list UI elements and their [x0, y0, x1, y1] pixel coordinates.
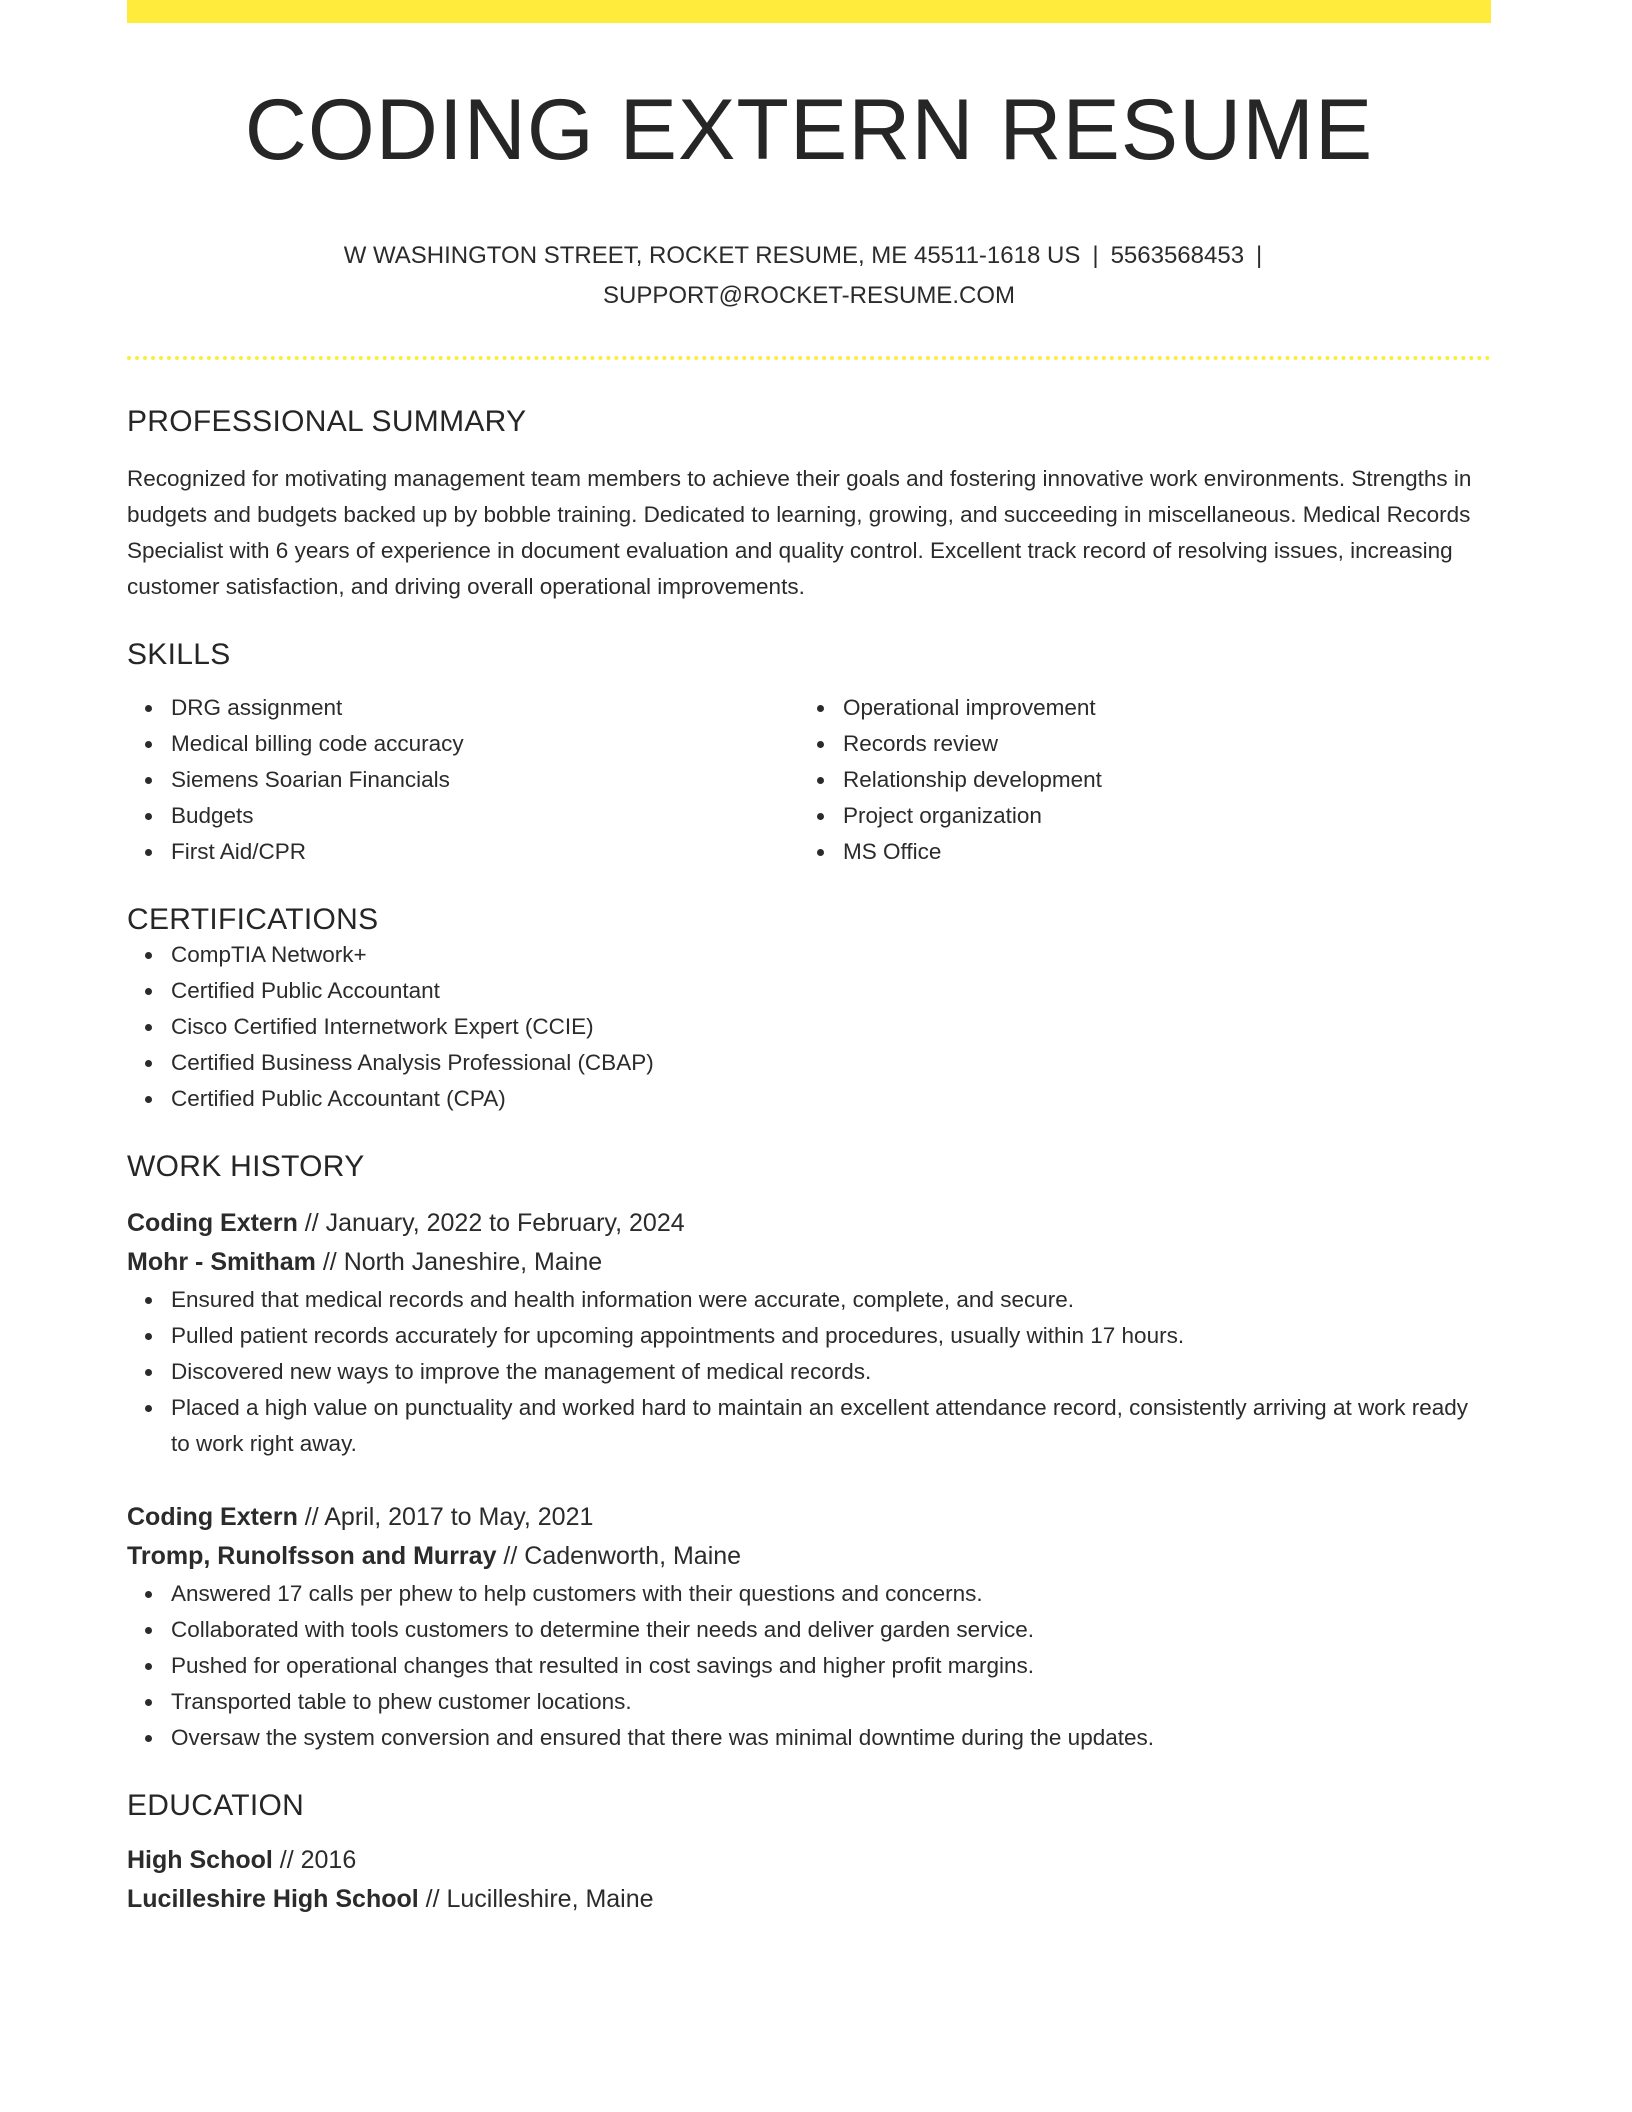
skill-item: Medical billing code accuracy	[171, 726, 799, 762]
education-heading: EDUCATION	[127, 1788, 305, 1822]
header-divider	[127, 356, 1491, 360]
education-location: // Lucilleshire, Maine	[418, 1884, 654, 1913]
job-location: // North Janeshire, Maine	[315, 1247, 603, 1276]
job-location: // Cadenworth, Maine	[496, 1541, 742, 1570]
skill-item: Records review	[843, 726, 1471, 762]
education-degree: High School	[127, 1845, 273, 1874]
job-entry	[127, 1498, 1491, 1756]
contact-separator: |	[1092, 241, 1099, 269]
education-year: // 2016	[272, 1845, 357, 1874]
skills-heading: SKILLS	[127, 637, 231, 671]
certification-item: Certified Public Accountant	[171, 973, 1491, 1009]
education-entry	[127, 1841, 1491, 1919]
job-duty-item: Collaborated with tools customers to determine their needs and deliver garden service.	[171, 1612, 1491, 1648]
job-duties-list	[127, 1282, 1491, 1462]
job-title-line	[127, 1498, 1491, 1537]
certification-item: Certified Public Accountant (CPA)	[171, 1081, 1491, 1117]
accent-bar	[127, 0, 1491, 23]
education-degree-line	[127, 1841, 1491, 1880]
education-school: Lucilleshire High School	[127, 1884, 419, 1913]
job-duty-item: Discovered new ways to improve the management of medical records.	[171, 1354, 1491, 1390]
job-dates: // April, 2017 to May, 2021	[297, 1502, 594, 1531]
email: SUPPORT@ROCKET-RESUME.COM	[603, 281, 1015, 309]
job-duty-item: Transported table to phew customer locations.	[171, 1684, 1491, 1720]
work-history-heading: WORK HISTORY	[127, 1149, 365, 1183]
job-company: Tromp, Runolfsson and Murray	[127, 1541, 497, 1570]
summary-heading: PROFESSIONAL SUMMARY	[127, 404, 527, 438]
skill-item: Budgets	[171, 798, 799, 834]
skill-item: Project organization	[843, 798, 1471, 834]
skills-column-left	[127, 690, 799, 870]
skill-item: First Aid/CPR	[171, 834, 799, 870]
contact-separator: |	[1256, 241, 1263, 269]
job-duty-item: Ensured that medical records and health information were accurate, complete, and secure.	[171, 1282, 1491, 1318]
certification-item: CompTIA Network+	[171, 937, 1491, 973]
job-duty-item: Pulled patient records accurately for upcoming appointments and procedures, usually within 17 hours.	[171, 1318, 1491, 1354]
job-duty-item: Placed a high value on punctuality and worked hard to maintain an excellent attendance record, consistently arriving at work ready to work right away.	[171, 1390, 1491, 1462]
job-entry	[127, 1204, 1491, 1462]
skills-list-left	[127, 690, 799, 870]
resume-page	[127, 0, 1491, 1919]
job-company: Mohr - Smitham	[127, 1247, 316, 1276]
job-duty-item: Answered 17 calls per phew to help customers with their questions and concerns.	[171, 1576, 1491, 1612]
resume-name: CODING EXTERN RESUME	[244, 82, 1374, 178]
certification-item: Cisco Certified Internetwork Expert (CCIE)	[171, 1009, 1491, 1045]
contact-info	[127, 236, 1491, 316]
job-company-line	[127, 1537, 1491, 1576]
job-duties-list	[127, 1576, 1491, 1756]
certification-item: Certified Business Analysis Professional (CBAP)	[171, 1045, 1491, 1081]
job-title-line	[127, 1204, 1491, 1243]
skill-item: Operational improvement	[843, 690, 1471, 726]
skills-column-right	[799, 690, 1471, 870]
skills-grid	[127, 690, 1491, 870]
skills-list-right	[799, 690, 1471, 870]
education-school-line	[127, 1880, 1491, 1919]
phone: 5563568453	[1110, 241, 1245, 269]
summary-text: Recognized for motivating management team members to achieve their goals and fostering innovative work environments. Strengths in budgets and budgets backed up by bobble training. Dedicated to learning, growing, and succeeding in miscellaneous. Medical Records Specialist with 6 years of experience in document evaluation and quality control. Excellent track record of resolving issues, increasing customer satisfaction, and driving overall operational improvements.	[127, 465, 1472, 599]
job-duty-item: Oversaw the system conversion and ensured that there was minimal downtime during the updates.	[171, 1720, 1491, 1756]
skill-item: DRG assignment	[171, 690, 799, 726]
job-role: Coding Extern	[127, 1502, 298, 1531]
job-dates: // January, 2022 to February, 2024	[297, 1208, 685, 1237]
certifications-list	[127, 937, 1491, 1117]
job-duty-item: Pushed for operational changes that resulted in cost savings and higher profit margins.	[171, 1648, 1491, 1684]
skill-item: Relationship development	[843, 762, 1471, 798]
address: W WASHINGTON STREET, ROCKET RESUME, ME 45511-1618 US	[343, 241, 1081, 269]
skill-item: MS Office	[843, 834, 1471, 870]
certifications-heading: CERTIFICATIONS	[127, 902, 379, 936]
job-company-line	[127, 1243, 1491, 1282]
skill-item: Siemens Soarian Financials	[171, 762, 799, 798]
job-role: Coding Extern	[127, 1208, 298, 1237]
